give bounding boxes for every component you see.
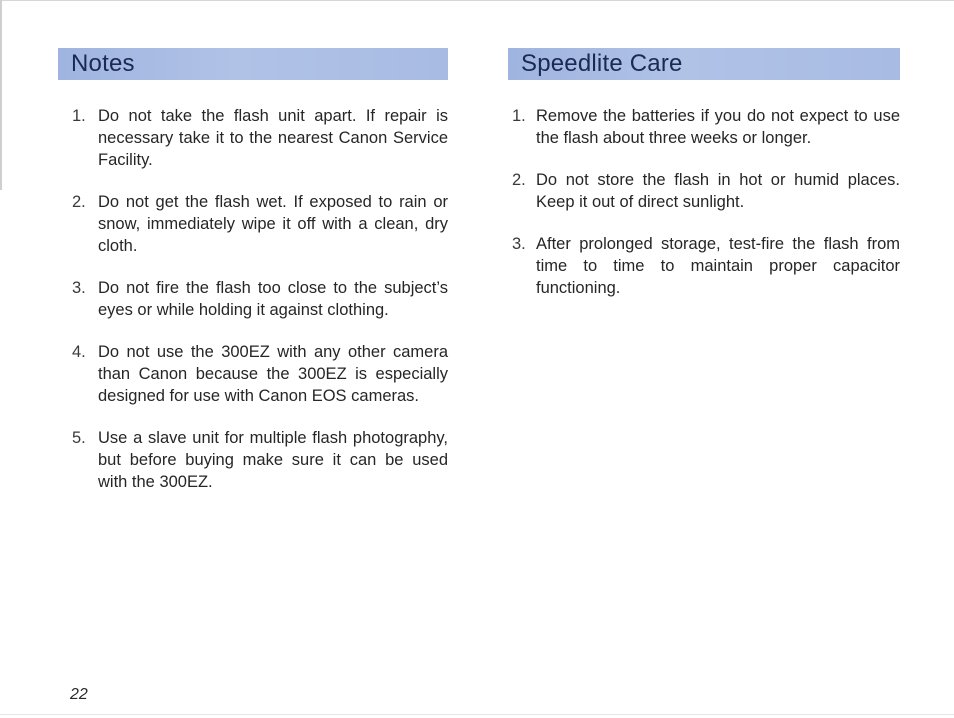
notes-item-text: Use a slave unit for multiple flash photography, but before buying make sure it can be used with the 300EZ.	[98, 429, 448, 491]
care-heading: Speedlite Care	[521, 50, 683, 77]
notes-list-item	[64, 105, 448, 171]
notes-item-text: Do not use the 300EZ with any other camera than Canon because the 300EZ is especially designed for use with Canon EOS cameras.	[98, 343, 448, 405]
notes-item-text: Do not get the flash wet. If exposed to rain or snow, immediately wipe it off with a clean, dry cloth.	[98, 193, 448, 255]
notes-list-item	[64, 341, 448, 407]
speedlite-care-section	[508, 48, 900, 319]
notes-item-number: 4.	[72, 343, 86, 361]
left-edge-rule	[0, 0, 2, 190]
page-number: 22	[70, 686, 88, 703]
care-item-text: After prolonged storage, test-fire the flash from time to time to maintain proper capacitor functioning.	[536, 235, 900, 297]
notes-list-item	[64, 427, 448, 493]
notes-heading: Notes	[71, 50, 135, 77]
notes-list-item	[64, 191, 448, 257]
notes-item-number: 2.	[72, 193, 86, 211]
care-list-item	[512, 169, 900, 213]
care-heading-bar	[508, 48, 900, 80]
care-item-number: 2.	[512, 171, 526, 189]
notes-item-text: Do not take the flash unit apart. If repair is necessary take it to the nearest Canon Service Facility.	[98, 107, 448, 169]
notes-list-item	[64, 277, 448, 321]
notes-heading-bar	[58, 48, 448, 80]
care-list	[512, 105, 900, 299]
notes-item-number: 1.	[72, 107, 86, 125]
care-item-number: 1.	[512, 107, 526, 125]
notes-item-number: 3.	[72, 279, 86, 297]
notes-item-text: Do not fire the flash too close to the subject’s eyes or while holding it against clothing.	[98, 279, 448, 319]
notes-item-number: 5.	[72, 429, 86, 447]
care-item-number: 3.	[512, 235, 526, 253]
bottom-edge-rule	[0, 714, 954, 715]
notes-section	[58, 48, 448, 513]
top-edge-rule	[0, 0, 954, 1]
care-list-item	[512, 233, 900, 299]
care-item-text: Remove the batteries if you do not expect to use the flash about three weeks or longer.	[536, 107, 900, 147]
care-list-item	[512, 105, 900, 149]
care-item-text: Do not store the flash in hot or humid places. Keep it out of direct sunlight.	[536, 171, 900, 211]
notes-list	[64, 105, 448, 493]
